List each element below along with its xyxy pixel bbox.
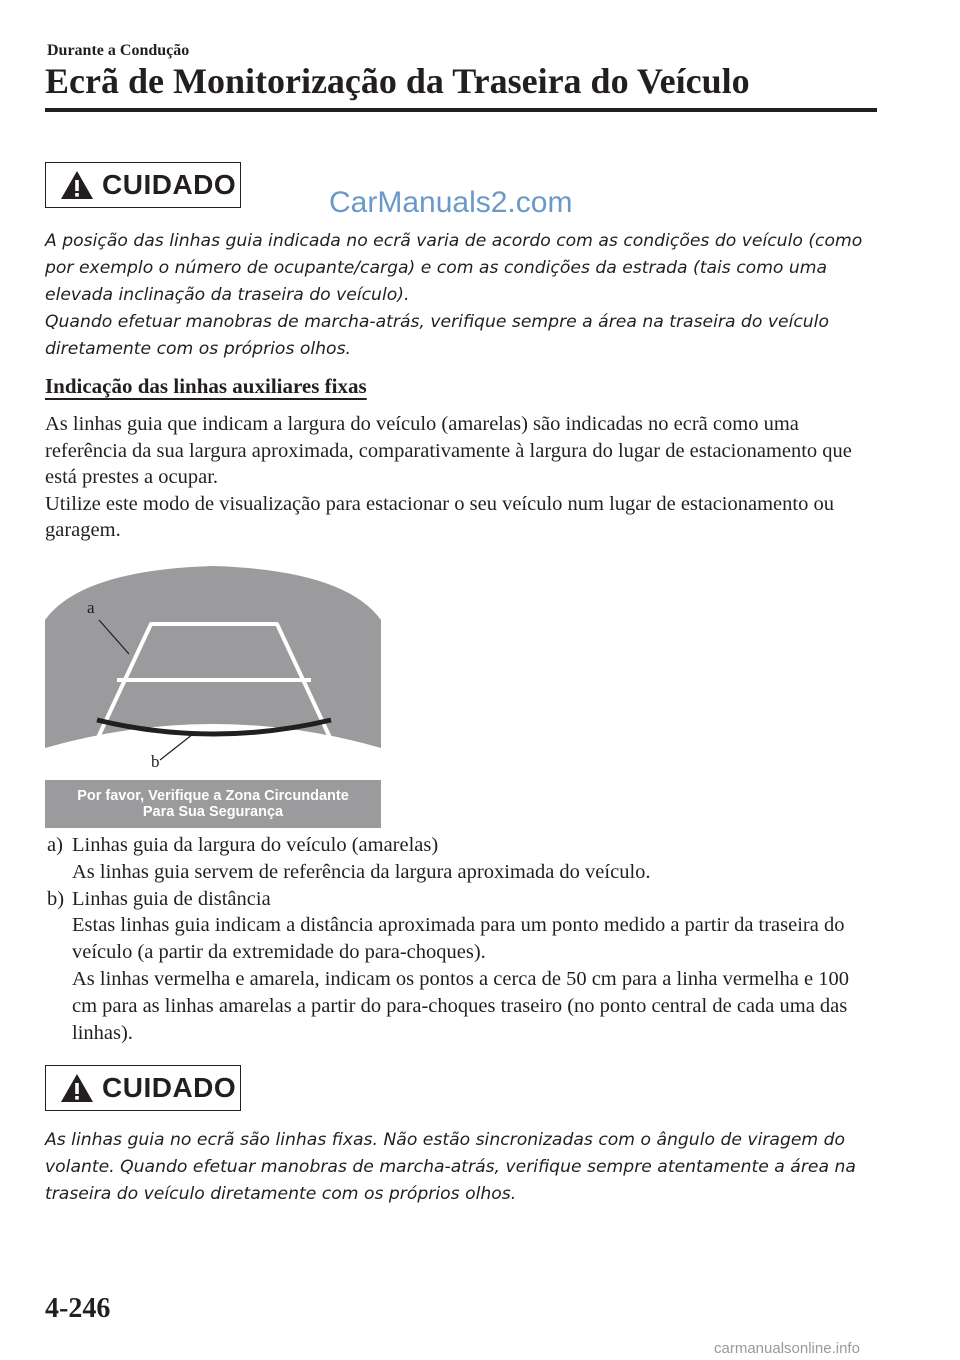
notice-line-1: Por favor, Verifique a Zona Circundante [77,788,349,804]
warning-icon [60,170,94,200]
legend-description: Estas linhas guia indicam a distância aproximada para um ponto medido a partir da traseira do veículo (a partir da extremidade do para-choques). [72,914,845,964]
caution-paragraph: As linhas guia no ecrã são linhas fixas. Não estão sincronizadas com o ângulo de viragem do volante. Quando efetuar manobras de marcha-atrás, verifique sempre atentamente a área na traseira do veículo diretamente com os próprios olhos. [45,1130,856,1204]
subheading: Indicação das linhas auxiliares fixas [45,374,367,398]
section-label: Durante a Condução [47,42,190,59]
caution-label: CUIDADO [102,1072,237,1103]
notice-line-2: Para Sua Segurança [142,804,284,820]
figure-legend [47,832,877,1046]
caution-text-1 [45,228,875,363]
legend-description: As linhas guia servem de referência da largura aproximada do veículo. [72,860,651,883]
watermark: CarManuals2.com [329,186,573,219]
legend-title: Linhas guia da largura do veículo (amarelas) [72,834,439,856]
body-paragraph: Utilize este modo de visualização para estacionar o seu veículo num lugar de estacionamento ou garagem. [45,492,834,541]
figure-label-a: a [87,598,95,617]
warning-icon [60,1073,94,1103]
title-rule [45,108,877,112]
caution-paragraph: Quando efetuar manobras de marcha-atrás, verifique sempre a área na traseira do veículo diretamente com os próprios olhos. [45,312,829,359]
legend-description: As linhas vermelha e amarela, indicam os pontos a cerca de 50 cm para a linha vermelha e 100 cm para as linhas amarelas a partir do para-choques traseiro (no ponto central de cada uma das linhas). [72,967,849,1044]
page-title: Ecrã de Monitorização da Traseira do Veículo [45,61,750,101]
caution-text-2 [45,1127,875,1208]
caution-paragraph: A posição das linhas guia indicada no ecrã varia de acordo com as condições do veículo (como por exemplo o número de ocupante/carga) e com as condições da estrada (tais como uma elevada inclinação da traseira do veículo). [45,231,863,305]
legend-item-b [47,886,877,913]
camera-view-illustration [45,548,381,828]
body-text [45,411,875,544]
figure-label-b: b [151,752,160,771]
legend-title: Linhas guia de distância [72,887,271,910]
legend-key: a) [47,834,63,856]
caution-box-2 [45,1065,241,1111]
page-number: 4-246 [45,1293,111,1324]
caution-box-1 [45,162,241,208]
legend-item-a [47,832,877,859]
body-paragraph: As linhas guia que indicam a largura do veículo (amarelas) são indicadas no ecrã como uma referência da sua largura aproximada, comparativamente à largura do lugar de estacionamento que está prestes a ocupar. [45,413,852,488]
caution-label: CUIDADO [102,169,237,200]
screen-safety-notice [45,788,381,820]
legend-key: b) [47,887,65,910]
site-watermark: carmanualsonline.info [714,1340,860,1357]
rear-camera-figure [45,548,381,828]
